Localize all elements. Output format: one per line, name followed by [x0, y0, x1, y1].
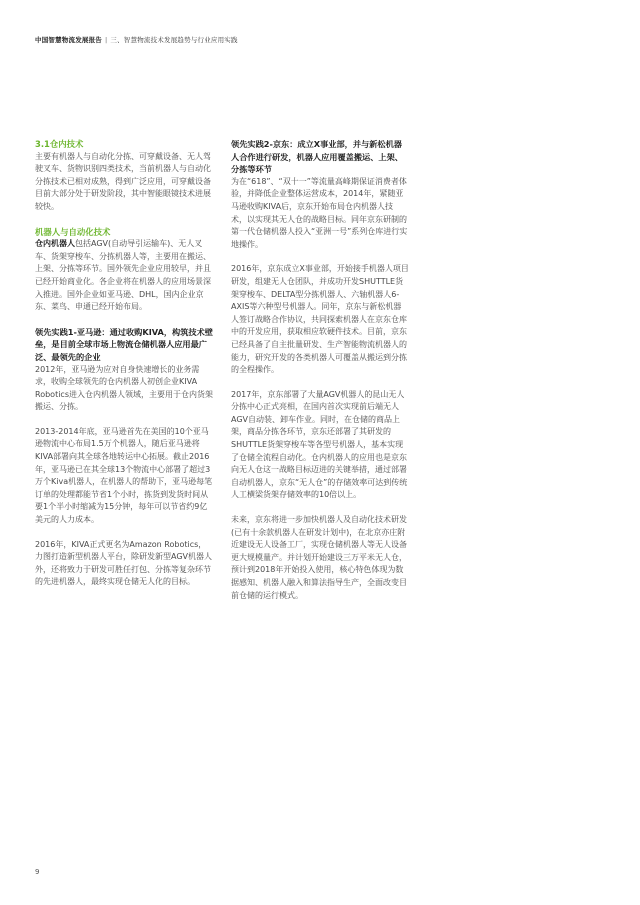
warehouse-robot-paragraph [35, 238, 213, 314]
left-column [35, 138, 213, 589]
subsection-title: 机器人与自动化技术 [35, 226, 111, 237]
case2-title: 领先实践2-京东：成立X事业部，并与新松机器人合作进行研发，机器人应用覆盖搬运、上架、分拣等环节 [231, 139, 403, 175]
report-title: 中国智慧物流发展报告 [35, 36, 102, 44]
case2-paragraph-4: 未来，京东将进一步加快机器人及自动化技术研发(已有十余款机器人在研发计划中)，在北京亦庄附近建设无人设备工厂，实现仓储机器人等无人设备更大规模量产。并计划开始建设三万平米无人仓，预计到2018年开始投入使用，核心特色体现为数据感知、机器人融入和算法指导生产，全面改变目前仓储的运行模式。 [231, 515, 407, 600]
warehouse-robot-text: 包括AGV(自动导引运输车)、无人叉车、货架穿梭车、分拣机器人等，主要用在搬运、上架、分拣等环节。国外领先企业应用较早，并且已经开始商业化。各企业将在机器人的应用场景深入推进。国外企业如亚马逊、DHL，国内企业京东、菜鸟、申通已经开始布局。 [35, 239, 211, 312]
case1-paragraph-1: 2012年，亚马逊为应对自身快速增长的业务需求，收购全球领先的仓内机器人初创企业KIVA Robotics进入仓内机器人领域，主要用于仓内货架搬运、分拣。 [35, 364, 213, 412]
chapter-title: 三、智慧物流技术发展趋势与行业应用实践 [110, 36, 238, 44]
page-header [35, 35, 238, 44]
section-intro: 主要有机器人与自动化分拣、可穿戴设备、无人驾驶叉车、货物识别四类技术，当前机器人与自动化分拣技术已相对成熟，得到广泛应用，可穿戴设备目前大部分处于研发阶段，其中智能眼镜技术进展较快。 [35, 151, 211, 211]
case2-paragraph-2: 2016年，京东成立X事业部，开始接手机器人项目研发，组建无人仓团队，并成功开发SHUTTLE货架穿梭车、DELTA型分拣机器人、六轴机器人6-AXIS等六种型号机器人。同年，京东与新松机器人签订战略合作协议，共同探索机器人在京东仓库中的开发应用，获取相应软硬件技术。目前，京东已经具备了自主批量研发、生产智能物流机器人的能力，研究开发的各类机器人可覆盖从搬运到分拣的全程操作。 [231, 264, 409, 375]
case1-paragraph-3: 2016年，KIVA正式更名为Amazon Robotics，力图打造新型机器人平台，除研发新型AGV机器人外，还将致力于研发可胜任打包、分拣等复杂环节的先进机器人，最终实现仓储无人化的目标。 [35, 539, 213, 587]
case2-paragraph-1: 为在“618”、“双十一”等流量高峰期保证消费者体验，并降低企业整体运营成本，2014年，紧随亚马逊收购KIVA后，京东开始布局仓内机器人技术，以实现其无人仓的战略目标。同年京东研制的第一代仓储机器人投入“亚洲一号”系列仓库进行实地操作。 [231, 176, 408, 249]
warehouse-robot-label: 仓内机器人 [35, 239, 75, 249]
right-column [231, 138, 409, 602]
page-number: 9 [35, 868, 40, 876]
case2-paragraph-3: 2017年，京东部署了大量AGV机器人的昆山无人分拣中心正式亮相，在国内首次实现前后端无人AGV自动装、卸车作业。同时，在仓储的商品上架，商品分拣各环节，京东还部署了其研发的SHUTTLE货架穿梭车等各型号机器人，基本实现了仓储全流程自动化。仓内机器人的应用也是京东向无人仓这一战略目标迈进的关键举措，通过部署自动机器人，京东“无人仓”的存储效率可达到传统人工横梁货架存储效率的10倍以上。 [231, 389, 408, 500]
case1-title: 领先实践1-亚马逊：通过收购KIVA，构筑技术壁垒，是目前全球市场上物流仓储机器人应用最广泛、最领先的企业 [35, 326, 213, 362]
case1-paragraph-2: 2013-2014年底，亚马逊首先在美国的10个亚马逊物流中心布局1.5万个机器人，随后亚马逊将KIVA部署向其全球各地转运中心拓展。截止2016年，亚马逊已在其全球13个物流中心部署了超过3万个Kiva机器人，在机器人的帮助下，亚马逊每笔订单的处理都能节省1个小时，拣货到发货时间从要1个半小时缩减为15分钟，每年可以节省约9亿美元的人力成本。 [35, 426, 213, 525]
section-title: 3.1仓内技术 [35, 139, 84, 149]
header-separator: | [105, 36, 108, 44]
